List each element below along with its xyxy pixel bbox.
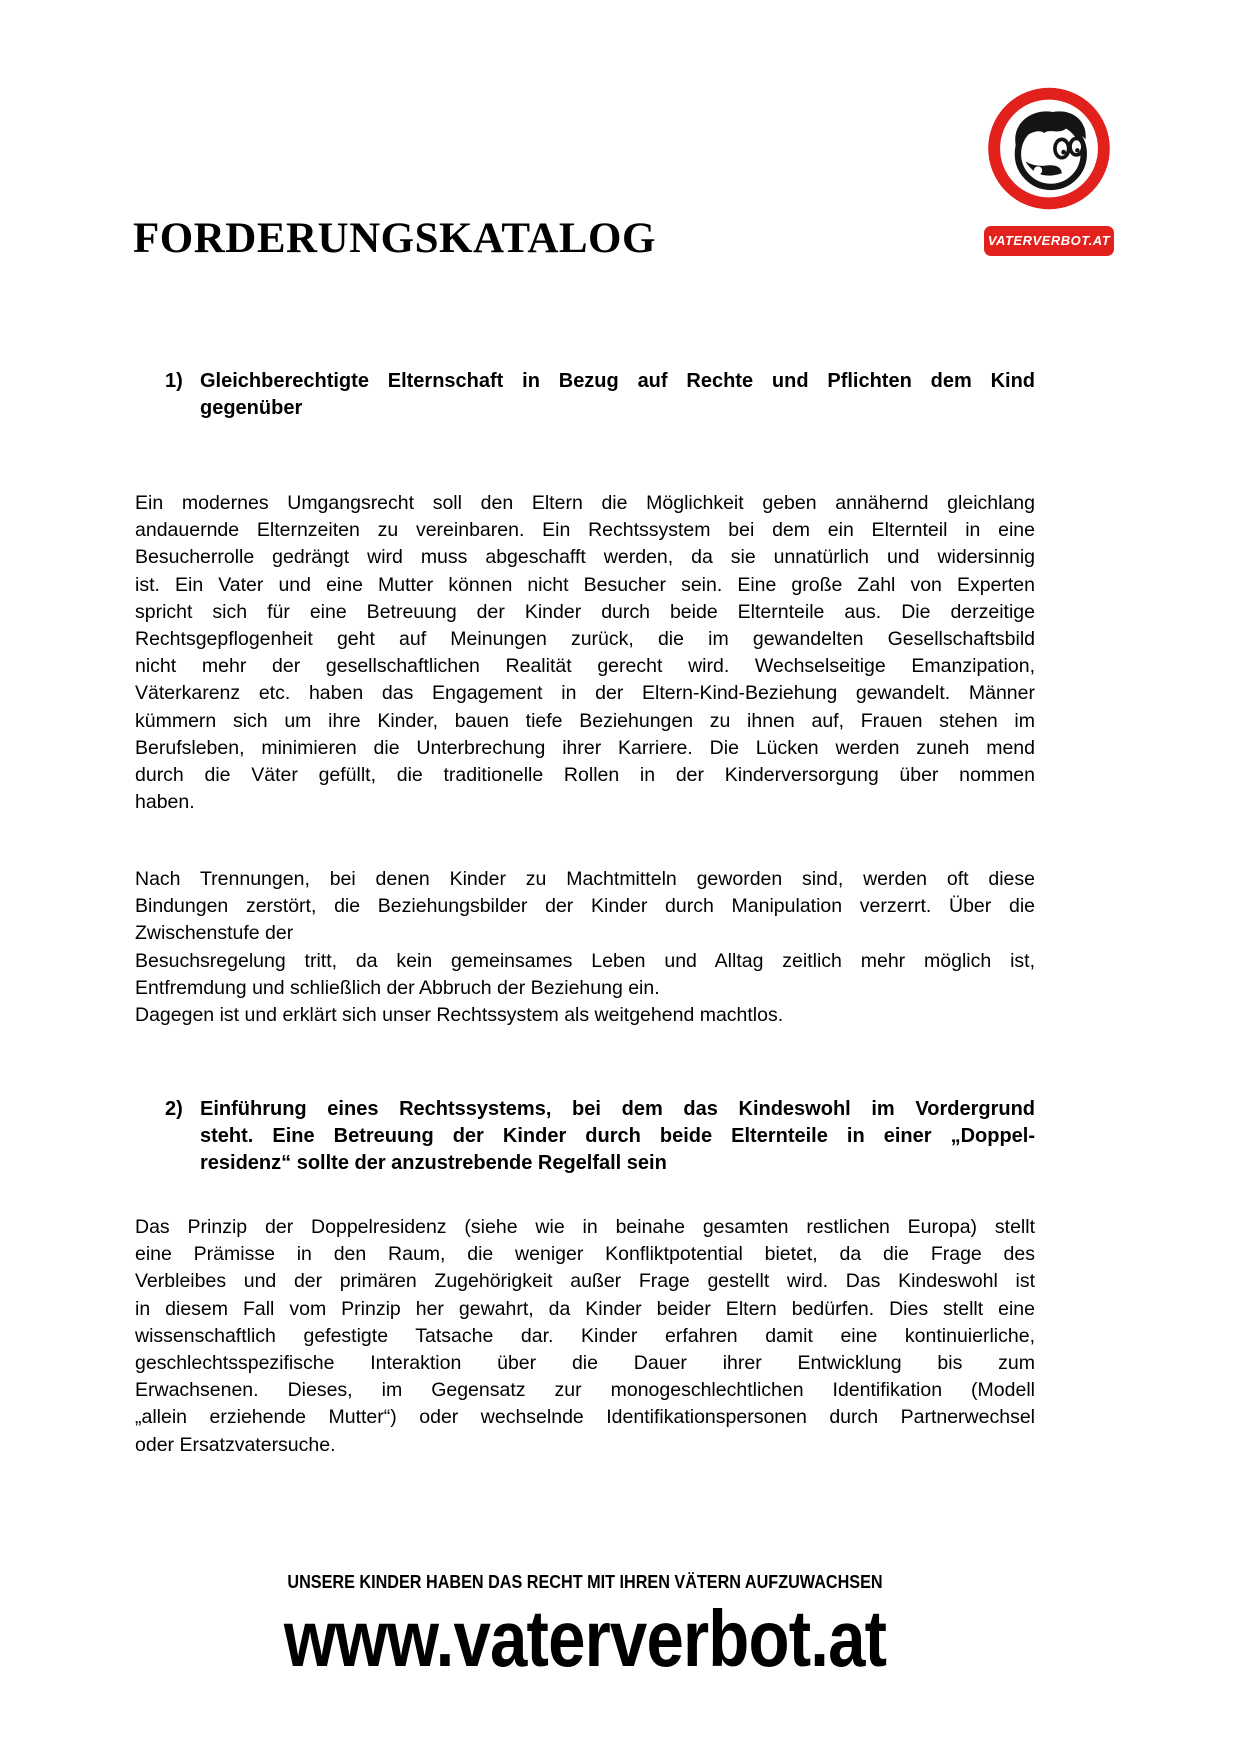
boy-face-icon — [985, 86, 1113, 222]
body-line: Zwischenstufe der — [135, 922, 294, 945]
body-line: Verbleibes und der primären Zugehörigkeit außer Frage gestellt wird. Das Kindeswohl ist — [135, 1270, 1035, 1293]
body-line: Väterkarenz etc. haben das Engagement in der Eltern-Kind-Beziehung gewandelt. Männer — [135, 682, 1035, 705]
footer-slogan: UNSERE KINDER HABEN DAS RECHT MIT IHREN VÄTERN AUFZUWACHSEN — [287, 1572, 883, 1592]
page-title: FORDERUNGSKATALOG — [133, 215, 656, 262]
section-2-heading — [165, 1096, 1035, 1177]
body-line: Erwachsenen. Dieses, im Gegensatz zur monogeschlechtlichen Identifikation (Modell — [135, 1379, 1035, 1402]
section-2-paragraph — [135, 1214, 1035, 1459]
logo-badge: VATERVERBOT.AT — [984, 226, 1114, 256]
body-line: Besuchsregelung tritt, da kein gemeinsames Leben und Alltag zeitlich mehr möglich ist, — [135, 949, 1035, 972]
body-line: Das Prinzip der Doppelresidenz (siehe wie in beinahe gesamten restlichen Europa) stellt — [135, 1216, 1035, 1238]
heading-line: Einführung eines Rechtssystems, bei dem das Kindeswohl im Vordergrund — [200, 1098, 1035, 1120]
body-line: Nach Trennungen, bei denen Kinder zu Machtmitteln geworden sind, werden oft diese — [135, 868, 1035, 890]
body-line: wissenschaftlich gefestigte Tatsache dar. Kinder erfahren damit eine kontinuierliche, — [135, 1324, 1035, 1347]
body-line: durch die Väter gefüllt, die traditionelle Rollen in der Kinderversorgung über nommen — [135, 764, 1035, 787]
body-line: Ein modernes Umgangsrecht soll den Eltern die Möglichkeit geben annähernd gleichlang — [135, 492, 1035, 514]
section-1-heading-lines — [200, 368, 1035, 422]
body-line: eine Prämisse in den Raum, die weniger Konfliktpotential bietet, da die Frage des — [135, 1243, 1035, 1266]
footer-website: www.vaterverbot.at — [283, 1594, 887, 1683]
heading-line: Gleichberechtigte Elternschaft in Bezug auf Rechte und Pflichten dem Kind — [200, 370, 1035, 392]
section-1-heading — [165, 368, 1035, 422]
heading-line: residenz“ sollte der anzustrebende Regelfall sein — [200, 1152, 667, 1174]
body-line: andauernde Elternzeiten zu vereinbaren. Ein Rechtssystem bei dem ein Elternteil in eine — [135, 519, 1035, 542]
body-line: oder Ersatzvatersuche. — [135, 1433, 336, 1456]
heading-line: steht. Eine Betreuung der Kinder durch beide Elternteile in einer „Doppel- — [200, 1125, 1035, 1147]
body-line: Entfremdung und schließlich der Abbruch der Beziehung ein. — [135, 976, 660, 999]
body-line: nicht mehr der gesellschaftlichen Realität gerecht wird. Wechselseitige Emanzipation, — [135, 655, 1035, 678]
body-line: haben. — [135, 791, 195, 814]
body-line: ist. Ein Vater und eine Mutter können nicht Besucher sein. Eine große Zahl von Experten — [135, 573, 1035, 596]
body-line: Rechtsgepflogenheit geht auf Meinungen zurück, die im gewandelten Gesellschaftsbild — [135, 628, 1035, 651]
section-2-number: 2) — [165, 1098, 183, 1120]
section-1-paragraph-2 — [135, 866, 1035, 1029]
body-line: in diesem Fall vom Prinzip her gewahrt, da Kinder beider Eltern bedürfen. Dies stellt eine — [135, 1297, 1035, 1320]
body-line: kümmern sich um ihre Kinder, bauen tiefe Beziehungen zu ihnen auf, Frauen stehen im — [135, 709, 1035, 732]
body-line: Berufsleben, minimieren die Unterbrechung ihrer Karriere. Die Lücken werden zuneh mend — [135, 736, 1035, 759]
section-2-heading-lines — [200, 1096, 1035, 1177]
body-line: „allein erziehende Mutter“) oder wechselnde Identifikationspersonen durch Partnerwechsel — [135, 1406, 1035, 1429]
body-line: geschlechtsspezifische Interaktion über die Dauer ihrer Entwicklung bis zum — [135, 1352, 1035, 1375]
body-line: Dagegen ist und erklärt sich unser Rechtssystem als weitgehend machtlos. — [135, 1004, 784, 1027]
section-1-paragraph-1 — [135, 490, 1035, 816]
heading-line: gegenüber — [200, 397, 303, 419]
body-line: Besucherrolle gedrängt wird muss abgeschafft werden, da sie unnatürlich und widersinnig — [135, 546, 1035, 569]
section-1-number: 1) — [165, 370, 183, 392]
body-line: spricht sich für eine Betreuung der Kinder durch beide Elternteile aus. Die derzeitige — [135, 600, 1035, 623]
vaterverbot-logo — [984, 86, 1114, 256]
body-line: Bindungen zerstört, die Beziehungsbilder der Kinder durch Manipulation verzerrt. Über die — [135, 895, 1035, 918]
